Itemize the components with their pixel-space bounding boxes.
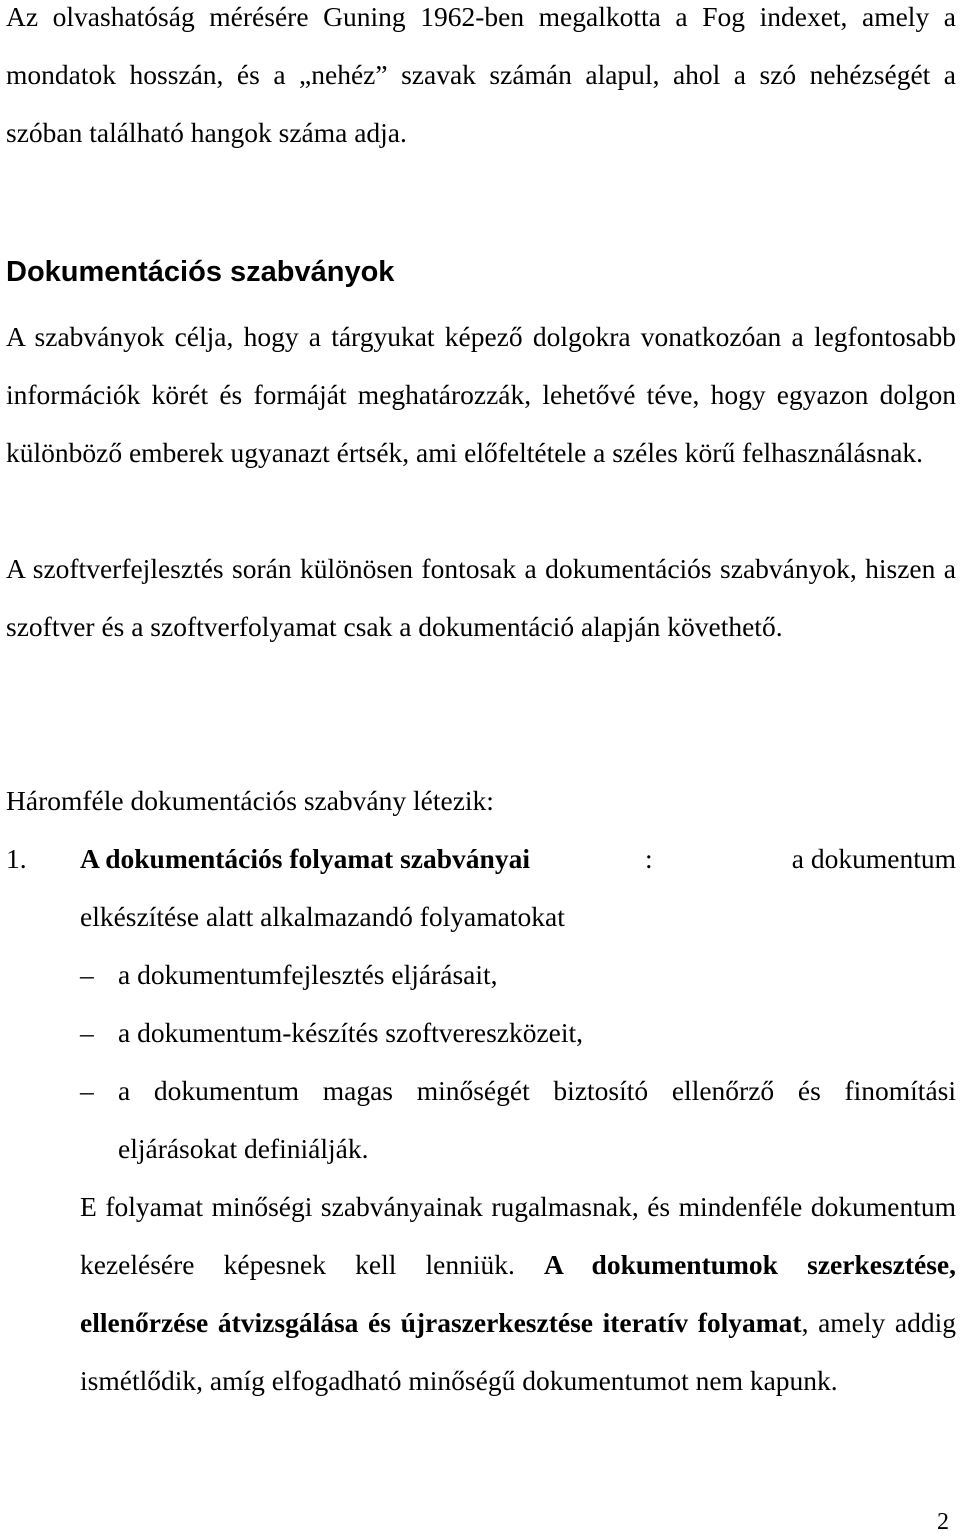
intro-paragraph: Az olvashatóság mérésére Guning 1962-ben megalkotta a Fog indexet, amely a mondatok hosszán, és a „nehéz” szavak számán alapul, ahol a szó nehézségét a szóban található hangok száma adja. xyxy=(6,1,956,148)
list-item-1-rest: a dokumentum xyxy=(791,843,956,874)
list-intro: Háromféle dokumentációs szabvány létezik: xyxy=(6,785,494,816)
page-number: 2 xyxy=(937,1509,949,1535)
section-heading: Dokumentációs szabványok xyxy=(6,256,395,288)
dash-marker: – xyxy=(80,1017,94,1048)
dash-item-text: a dokumentumfejlesztés eljárásait, xyxy=(118,959,498,990)
closing-bold-text: A dokumentumok szerkesztése, ellenőrzése átvizsgálása és újraszerkesztése iteratív folyamat xyxy=(80,1249,956,1338)
list-item-1-title: A dokumentációs folyamat szabványai xyxy=(80,843,530,874)
dash-marker: – xyxy=(80,1075,94,1106)
closing-paragraph xyxy=(80,1178,956,1410)
standards-purpose-paragraph: A szabványok célja, hogy a tárgyukat képező dolgokra vonatkozóan a legfontosabb információk körét és formáját meghatározzák, lehetővé téve, hogy egyazon dolgon különböző emberek ugyanazt értsék, ami előfeltétele a széles körű felhasználásnak. xyxy=(6,321,956,468)
list-item-1-first-line xyxy=(80,830,956,888)
dash-item-text: a dokumentum-készítés szoftvereszközeit, xyxy=(118,1017,584,1048)
closing-text-1: E folyamat minőségi szabványainak rugalmasnak, és mindenféle dokumentum kezelésére képesnek kell lenniük. xyxy=(80,1191,956,1280)
dash-marker: – xyxy=(80,959,94,990)
list-item-1-colon: : xyxy=(645,843,653,874)
dash-item-text: a dokumentum magas minőségét biztosító ellenőrző és finomítási eljárásokat definiálják. xyxy=(118,1075,956,1164)
list-item-1-second-line: elkészítése alatt alkalmazandó folyamatokat xyxy=(80,901,565,932)
list-number: 1. xyxy=(6,843,27,874)
software-standards-paragraph: A szoftverfejlesztés során különösen fontosak a dokumentációs szabványok, hiszen a szoftver és a szoftverfolyamat csak a dokumentáció alapján követhető. xyxy=(6,553,956,642)
closing-text-2: , amely addig ismétlődik, amíg elfogadható minőségű dokumentumot nem kapunk. xyxy=(80,1307,956,1396)
